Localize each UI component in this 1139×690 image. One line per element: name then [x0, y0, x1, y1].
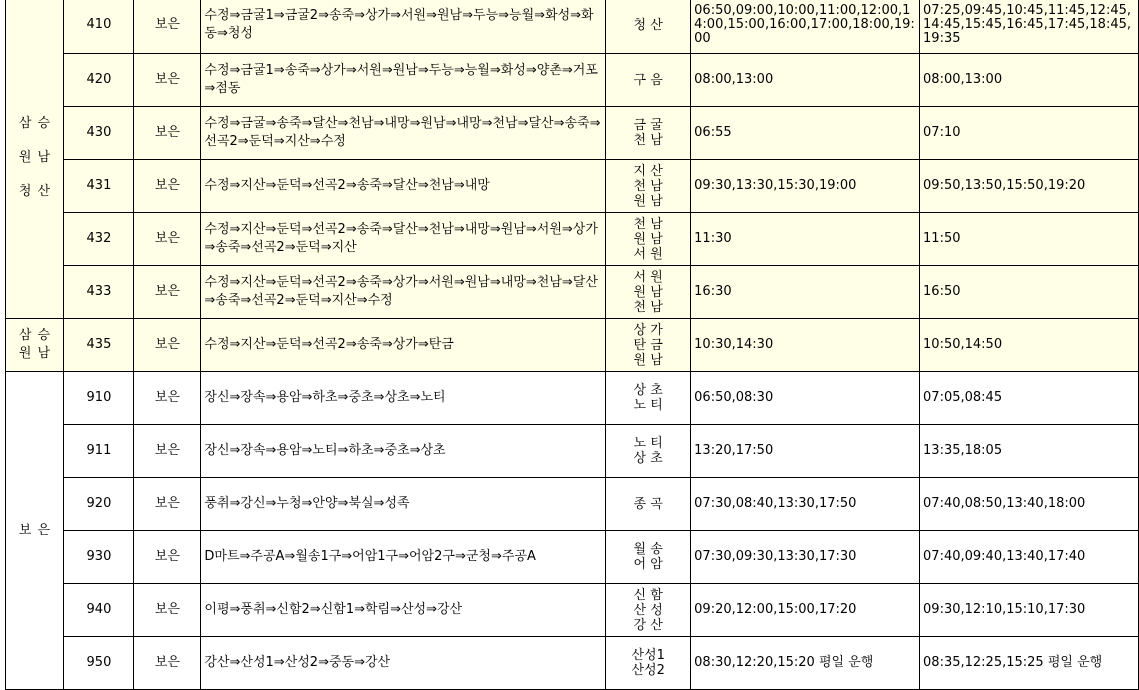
bus-company: 보은	[134, 266, 201, 319]
destination-name: 천 남	[633, 216, 663, 232]
arrival-times: 10:50,14:50	[920, 319, 1139, 372]
arrival-times: 07:40,09:40,13:40,17:40	[920, 531, 1139, 584]
route-number: 940	[64, 584, 134, 637]
destination-cell	[606, 107, 691, 160]
row-gutter	[0, 531, 6, 584]
region-line: 보 은	[18, 522, 52, 538]
bus-company: 보은	[134, 531, 201, 584]
bus-company: 보은	[134, 584, 201, 637]
departure-times: 16:30	[691, 266, 920, 319]
destination-name: 원 남	[633, 284, 663, 300]
route-number: 420	[64, 54, 134, 107]
arrival-times: 09:50,13:50,15:50,19:20	[920, 160, 1139, 213]
destination-name: 서 원	[633, 246, 663, 262]
region-cell	[6, 0, 64, 319]
route-stops: 수정⇒금굴1⇒금굴2⇒송죽⇒상가⇒서원⇒원남⇒두능⇒능월⇒화성⇒화동⇒청성	[201, 0, 606, 54]
route-number: 410	[64, 0, 134, 54]
row-gutter	[0, 637, 6, 690]
departure-times: 08:00,13:00	[691, 54, 920, 107]
table-row	[0, 266, 1139, 319]
destination-cell	[606, 213, 691, 266]
destination-name: 신 함	[633, 587, 663, 603]
route-number: 910	[64, 372, 134, 425]
row-gutter	[0, 107, 6, 160]
destination-name: 원 남	[633, 193, 663, 209]
table-row	[0, 160, 1139, 213]
region-line: 삼 승	[18, 328, 52, 343]
table-row	[0, 425, 1139, 478]
route-stops: 수정⇒금굴⇒송죽⇒달산⇒천남⇒내망⇒원남⇒내망⇒천남⇒달산⇒송죽⇒선곡2⇒둔덕⇒지산⇒수정	[201, 107, 606, 160]
destination-name: 구 음	[633, 72, 663, 88]
region-line: 삼 승	[18, 115, 52, 131]
arrival-times: 07:10	[920, 107, 1139, 160]
destination-cell	[606, 531, 691, 584]
bus-company: 보은	[134, 637, 201, 690]
destination-name: 어 암	[633, 557, 663, 572]
table-row	[0, 478, 1139, 531]
destination-cell	[606, 54, 691, 107]
table-row	[0, 0, 1139, 54]
destination-cell	[606, 160, 691, 213]
route-number: 431	[64, 160, 134, 213]
row-gutter	[0, 54, 6, 107]
departure-times: 07:30,09:30,13:30,17:30	[691, 531, 920, 584]
destination-name: 산성1	[631, 648, 665, 663]
route-stops: 수정⇒금굴1⇒송죽⇒상가⇒서원⇒원남⇒두능⇒능월⇒화성⇒양촌⇒거포⇒점동	[201, 54, 606, 107]
table-row	[0, 584, 1139, 637]
route-stops: 장신⇒장속⇒용암⇒하초⇒중초⇒상초⇒노티	[201, 372, 606, 425]
destination-name: 원 남	[633, 352, 663, 368]
destination-name: 산 성	[633, 602, 663, 618]
route-number: 433	[64, 266, 134, 319]
destination-name: 노 티	[633, 436, 663, 451]
departure-times: 09:20,12:00,15:00,17:20	[691, 584, 920, 637]
region-line: 원 남	[18, 346, 52, 361]
departure-times: 06:50,09:00,10:00,11:00,12:00,14:00,15:00,16:00,17:00,18:00,19:00	[691, 0, 920, 54]
destination-name: 천 남	[633, 133, 663, 148]
route-stops: 장신⇒장속⇒용암⇒노티⇒하초⇒중초⇒상초	[201, 425, 606, 478]
row-gutter	[0, 266, 6, 319]
bus-company: 보은	[134, 54, 201, 107]
region-cell	[6, 372, 64, 690]
table-row	[0, 107, 1139, 160]
route-stops: 수정⇒지산⇒둔덕⇒선곡2⇒송죽⇒달산⇒천남⇒내망⇒원남⇒서원⇒상가⇒송죽⇒선곡2⇒둔덕⇒지산	[201, 213, 606, 266]
departure-times: 09:30,13:30,15:30,19:00	[691, 160, 920, 213]
destination-cell	[606, 478, 691, 531]
destination-cell	[606, 0, 691, 54]
arrival-times: 16:50	[920, 266, 1139, 319]
bus-company: 보은	[134, 0, 201, 54]
route-stops: 수정⇒지산⇒둔덕⇒선곡2⇒송죽⇒상가⇒탄금	[201, 319, 606, 372]
table-row	[0, 637, 1139, 690]
region-line: 청 산	[18, 183, 52, 199]
row-gutter	[0, 425, 6, 478]
destination-cell	[606, 372, 691, 425]
arrival-times: 07:25,09:45,10:45,11:45,12:45,14:45,15:45,16:45,17:45,18:45,19:35	[920, 0, 1139, 54]
departure-times: 11:30	[691, 213, 920, 266]
destination-name: 금 굴	[633, 118, 663, 133]
route-stops: 수정⇒지산⇒둔덕⇒선곡2⇒송죽⇒달산⇒천남⇒내망	[201, 160, 606, 213]
destination-name: 탄 금	[633, 337, 663, 353]
destination-name: 월 송	[633, 542, 663, 557]
arrival-times: 09:30,12:10,15:10,17:30	[920, 584, 1139, 637]
bus-company: 보은	[134, 425, 201, 478]
route-stops: 수정⇒지산⇒둔덕⇒선곡2⇒송죽⇒상가⇒서원⇒원남⇒내망⇒천남⇒달산⇒송죽⇒선곡2⇒둔덕⇒지산⇒수정	[201, 266, 606, 319]
region-cell	[6, 319, 64, 372]
route-number: 920	[64, 478, 134, 531]
row-gutter	[0, 213, 6, 266]
arrival-times: 11:50	[920, 213, 1139, 266]
arrival-times: 07:05,08:45	[920, 372, 1139, 425]
table-row	[0, 319, 1139, 372]
arrival-times: 08:00,13:00	[920, 54, 1139, 107]
route-number: 930	[64, 531, 134, 584]
region-line: 원 남	[18, 149, 52, 165]
destination-name: 지 산	[633, 163, 663, 179]
destination-name: 천 남	[633, 178, 663, 194]
departure-times: 06:50,08:30	[691, 372, 920, 425]
route-number: 432	[64, 213, 134, 266]
destination-name: 천 남	[633, 299, 663, 315]
arrival-times: 08:35,12:25,15:25 평일 운행	[920, 637, 1139, 690]
destination-name: 서 원	[633, 269, 663, 285]
table-row	[0, 531, 1139, 584]
table-row	[0, 54, 1139, 107]
destination-name: 강 산	[633, 617, 663, 633]
route-stops: 풍취⇒강신⇒누청⇒안양⇒북실⇒성족	[201, 478, 606, 531]
destination-name: 상 초	[633, 383, 663, 398]
destination-name: 종 곡	[633, 496, 663, 512]
destination-cell	[606, 425, 691, 478]
departure-times: 10:30,14:30	[691, 319, 920, 372]
destination-name: 청 산	[633, 17, 663, 33]
route-stops: D마트⇒주공A⇒월송1구⇒어암1구⇒어암2구⇒군청⇒주공A	[201, 531, 606, 584]
route-stops: 이평⇒풍취⇒신함2⇒신함1⇒학림⇒산성⇒강산	[201, 584, 606, 637]
destination-cell	[606, 319, 691, 372]
route-number: 950	[64, 637, 134, 690]
departure-times: 13:20,17:50	[691, 425, 920, 478]
bus-company: 보은	[134, 478, 201, 531]
destination-name: 노 티	[633, 398, 663, 413]
route-number: 911	[64, 425, 134, 478]
destination-name: 산성2	[631, 663, 665, 678]
route-number: 435	[64, 319, 134, 372]
row-gutter	[0, 160, 6, 213]
destination-cell	[606, 584, 691, 637]
table-row	[0, 213, 1139, 266]
departure-times: 06:55	[691, 107, 920, 160]
route-number: 430	[64, 107, 134, 160]
destination-name: 상 초	[633, 451, 663, 466]
row-gutter	[0, 584, 6, 637]
bus-company: 보은	[134, 213, 201, 266]
bus-company: 보은	[134, 372, 201, 425]
table-row	[0, 372, 1139, 425]
route-stops: 강산⇒산성1⇒산성2⇒중동⇒강산	[201, 637, 606, 690]
destination-cell	[606, 266, 691, 319]
bus-company: 보은	[134, 107, 201, 160]
row-gutter	[0, 478, 6, 531]
departure-times: 08:30,12:20,15:20 평일 운행	[691, 637, 920, 690]
destination-name: 상 가	[633, 322, 663, 338]
bus-company: 보은	[134, 160, 201, 213]
destination-cell	[606, 637, 691, 690]
arrival-times: 07:40,08:50,13:40,18:00	[920, 478, 1139, 531]
destination-name: 원 남	[633, 231, 663, 247]
bus-company: 보은	[134, 319, 201, 372]
departure-times: 07:30,08:40,13:30,17:50	[691, 478, 920, 531]
arrival-times: 13:35,18:05	[920, 425, 1139, 478]
